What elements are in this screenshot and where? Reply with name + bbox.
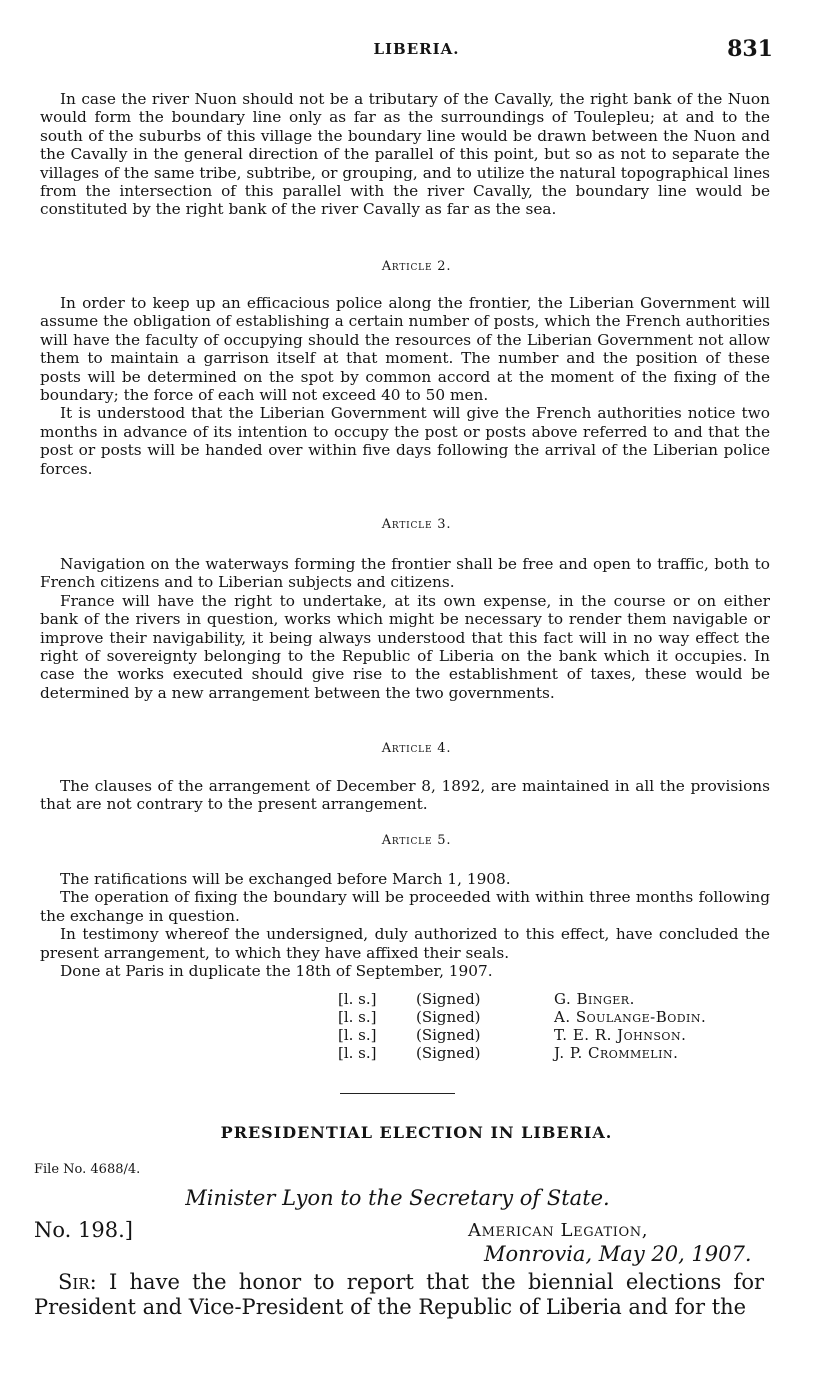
page-number: 831	[727, 36, 773, 62]
section-title: PRESIDENTIAL ELECTION IN LIBERIA.	[220, 1123, 613, 1142]
signatory-name: G. Binger.	[554, 990, 635, 1008]
seal-mark: [l. s.]	[338, 1026, 377, 1044]
signed-mark: (Signed)	[416, 1008, 481, 1026]
file-number: File No. 4688/4.	[34, 1162, 141, 1177]
article-2-paragraph: It is understood that the Liberian Government will give the French authorities notice two months in advance of its intention to occupy the post or posts above referred to and that the post or posts will be handed over within five days following the arrival of the Liberian police forces.	[40, 404, 770, 478]
section-divider	[340, 1093, 455, 1094]
article-4-paragraph: The clauses of the arrangement of December 8, 1892, are maintained in all the provisions that are not contrary to the present arrangement.	[40, 777, 770, 814]
article-5-block	[40, 870, 770, 980]
signed-mark: (Signed)	[416, 990, 481, 1008]
signed-mark: (Signed)	[416, 1026, 481, 1044]
seal-mark: [l. s.]	[338, 990, 377, 1008]
signatory-name: A. Soulange-Bodin.	[554, 1008, 707, 1026]
article-5-paragraph: The operation of fixing the boundary will be proceeded with within three months following the exchange in question.	[40, 888, 770, 925]
article-5-paragraph: The ratifications will be exchanged before March 1, 1908.	[60, 870, 511, 888]
letter-heading: Minister Lyon to the Secretary of State.	[185, 1186, 610, 1210]
article-2-heading: Article 2.	[381, 259, 452, 274]
article-5-paragraph: Done at Paris in duplicate the 18th of September, 1907.	[60, 962, 493, 981]
article-3-heading: Article 3.	[381, 517, 452, 532]
seal-mark: [l. s.]	[338, 1008, 377, 1026]
legation-name: American Legation,	[468, 1220, 649, 1241]
article-5-heading: Article 5.	[381, 833, 452, 848]
article-5-paragraph: In testimony whereof the undersigned, duly authorized to this effect, have concluded the present arrangement, to which they have affixed their seals.	[40, 925, 770, 962]
article-3-block	[40, 555, 770, 702]
intro-block	[40, 90, 770, 219]
article-2-paragraph: In order to keep up an efficacious police along the frontier, the Liberian Government will assume the obligation of establishing a certain number of posts, which the French authorities will have the faculty of occupying should the resources of the Liberian Government not allow them to maintain a garrison itself at that moment. The number and the position of these posts will be determined on the spot by common accord at the moment of the fixing of the boundary; the force of each will not exceed 40 to 50 men.	[40, 294, 770, 405]
place-date: Monrovia, May 20, 1907.	[484, 1242, 752, 1266]
dispatch-number: No. 198.]	[34, 1218, 133, 1242]
article-2-block	[40, 294, 770, 478]
letter-body-text: I have the honor to report that the biennial elections for President and Vice-President of the Republic of Liberia and for the	[34, 1270, 764, 1319]
salutation: Sir:	[58, 1270, 97, 1294]
signatory-name: T. E. R. Johnson.	[554, 1026, 687, 1044]
article-4-heading: Article 4.	[381, 741, 452, 756]
seal-mark: [l. s.]	[338, 1044, 377, 1062]
article-4-block	[40, 777, 770, 814]
article-3-paragraph: France will have the right to undertake, at its own expense, in the course or on either bank of the rivers in question, works which might be necessary to render them navigable or improve their navigability, it being always understood that this fact will in no way effect the right of sovereignty belonging to the Republic of Liberia on the bank which it occupies. In case the works executed should give rise to the establishment of taxes, these would be determined by a new arrangement between the two governments.	[40, 591, 770, 702]
running-title: LIBERIA.	[373, 40, 460, 58]
intro-paragraph: In case the river Nuon should not be a tributary of the Cavally, the right bank of the Nuon would form the boundary line only as far as the surroundings of Toulepleu; at and to the south of the suburbs of this village the boundary line would be drawn between the Nuon and the Cavally in the general direction of the parallel of this point, but so as not to separate the villages of the same tribe, subtribe, or grouping, and to utilize the natural topographical lines from the intersection of this parallel with the river Cavally, the boundary line would be constituted by the right bank of the river Cavally as far as the sea.	[40, 90, 770, 219]
article-3-paragraph: Navigation on the waterways forming the frontier shall be free and open to traffic, both to French citizens and to Liberian subjects and citizens.	[40, 555, 770, 592]
letter-body	[34, 1270, 764, 1320]
signed-mark: (Signed)	[416, 1044, 481, 1062]
signatory-name: J. P. Crommelin.	[554, 1044, 679, 1062]
